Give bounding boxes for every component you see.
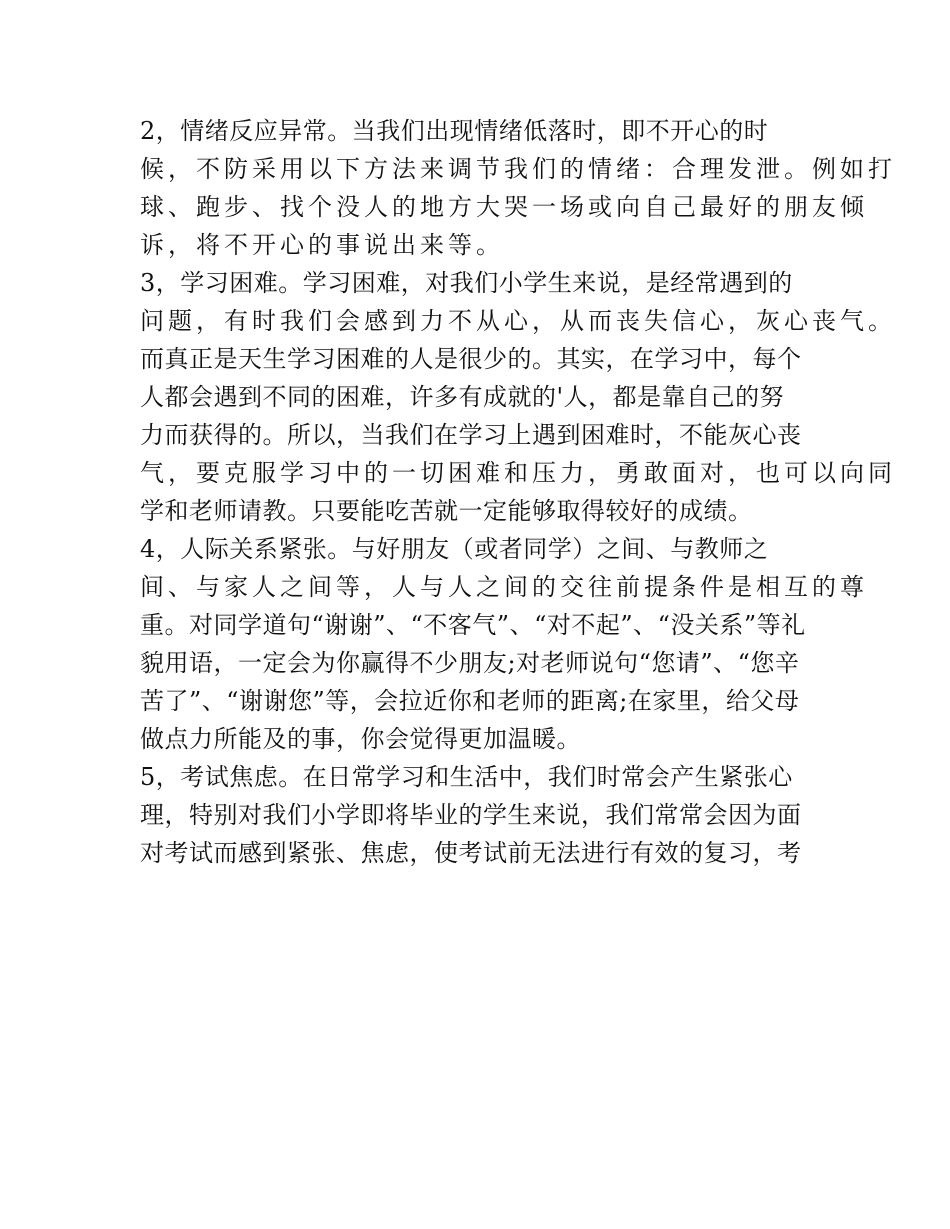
text-line: 球、跑步、找个没人的地方大哭一场或向自己最好的朋友倾 — [140, 193, 868, 221]
text-line: 间、与家人之间等，人与人之间的交往前提条件是相互的尊 — [140, 573, 868, 601]
text-line: 对考试而感到紧张、焦虑，使考试前无法进行有效的复习，考 — [140, 839, 802, 867]
text-line: 候，不防采用以下方法来调节我们的情绪：合理发泄。例如打 — [140, 155, 896, 183]
text-line: 2，情绪反应异常。当我们出现情绪低落时，即不开心的时 — [140, 117, 769, 145]
text-line: 气，要克服学习中的一切困难和压力，勇敢面对，也可以向同 — [140, 459, 896, 487]
document-body — [140, 112, 896, 872]
text-line: 人都会遇到不同的困难，许多有成就的'人，都是靠自己的努 — [140, 383, 785, 411]
text-line: 问题，有时我们会感到力不从心，从而丧失信心，灰心丧气。 — [140, 307, 896, 335]
text-line: 貌用语，一定会为你赢得不少朋友;对老师说句“您请”、“您辛 — [140, 649, 800, 677]
text-line: 诉，将不开心的事说出来等。 — [140, 231, 504, 259]
text-line: 学和老师请教。只要能吃苦就一定能够取得较好的成绩。 — [140, 497, 753, 525]
text-line: 苦了”、“谢谢您”等，会拉近你和老师的距离;在家里，给父母 — [140, 687, 800, 715]
text-line: 理，特别对我们小学即将毕业的学生来说，我们常常会因为面 — [140, 801, 802, 829]
text-line: 5，考试焦虑。在日常学习和生活中，我们时常会产生紧张心 — [140, 763, 793, 791]
text-line: 3，学习困难。学习困难，对我们小学生来说，是经常遇到的 — [140, 269, 793, 297]
text-line: 重。对同学道句“谢谢”、“不客气”、“对不起”、“没关系”等礼 — [140, 611, 806, 639]
text-line: 做点力所能及的事，你会觉得更加温暖。 — [140, 725, 581, 753]
text-line: 力而获得的。所以，当我们在学习上遇到困难时，不能灰心丧 — [140, 421, 802, 449]
text-line: 而真正是天生学习困难的人是很少的。其实，在学习中，每个 — [140, 345, 802, 373]
text-line: 4，人际关系紧张。与好朋友（或者同学）之间、与教师之 — [140, 535, 769, 563]
